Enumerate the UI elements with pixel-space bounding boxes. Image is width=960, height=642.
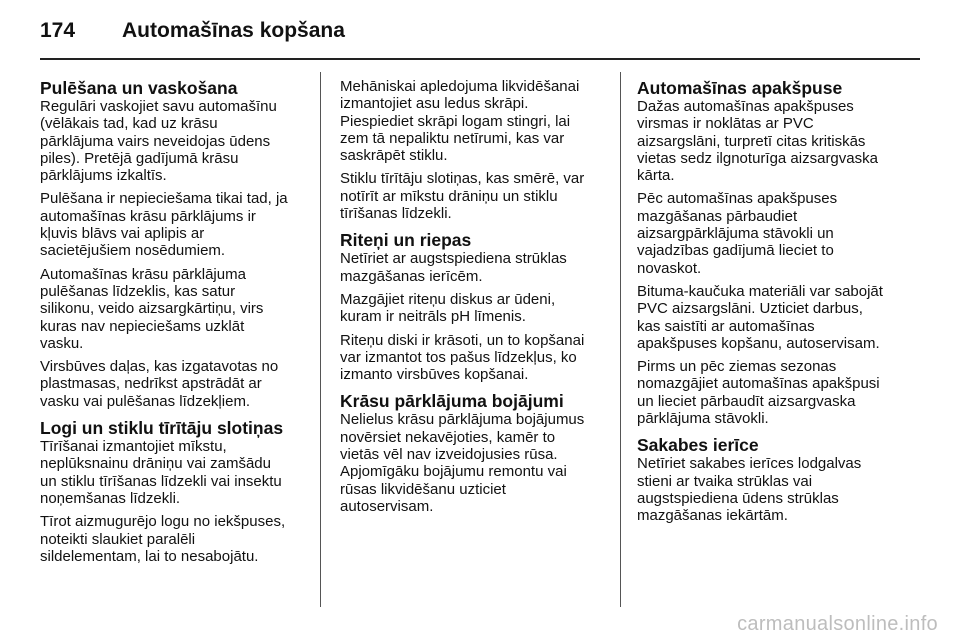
heading-windows-wipers: Logi un stiklu tīrītāju slotiņas bbox=[40, 418, 284, 439]
paragraph: Nelielus krāsu pārklājuma bojājumus novērsiet nekavējoties, kamēr to vietās vēl nav izveidojusies rūsa. Apjomīgāku bojājumu remontu vai rūsas likvidēšanu uzticiet autoservisam. bbox=[340, 411, 585, 515]
header-rule bbox=[40, 58, 920, 60]
section-towing-device bbox=[637, 435, 907, 524]
paragraph: Pulēšana ir nepieciešama tikai tad, ja automašīnas krāsu pārklājums ir kļuvis blāvs vai aplipis ar sacietējušiem nosēdumiem. bbox=[40, 190, 288, 260]
heading-polishing: Pulēšana un vaskošana bbox=[40, 78, 238, 98]
section-underbody bbox=[637, 78, 907, 427]
section-polishing bbox=[40, 78, 312, 410]
column-2 bbox=[340, 78, 612, 523]
heading-wheels-tyres: Riteņi un riepas bbox=[340, 230, 472, 251]
column-3 bbox=[637, 78, 907, 533]
section-wheels-tyres bbox=[340, 230, 612, 383]
heading-towing-device: Sakabes ierīce bbox=[637, 435, 759, 456]
section-windows-continued bbox=[340, 78, 612, 222]
paragraph: Tīrīšanai izmantojiet mīkstu, neplūksnainu drāniņu vai zamšādu un stiklu tīrīšanas līdzekli vai insektu noņemšanas līdzekli. bbox=[40, 438, 282, 507]
paragraph: Stiklu tīrītāju slotiņas, kas smērē, var notīrīt ar mīkstu drāniņu un stiklu tīrīšanas līdzekli. bbox=[340, 170, 585, 223]
paragraph: Dažas automašīnas apakšpuses virsmas ir noklātas ar PVC aizsargslāni, turpretī citas kritiskās vietas sedz ilgnoturīga aizsargvaska kārta. bbox=[637, 98, 878, 185]
paragraph: Netīriet ar augstspiediena strūklas mazgāšanas ierīcēm. bbox=[340, 250, 567, 285]
page-title: Automašīnas kopšana bbox=[122, 19, 345, 42]
paragraph: Bituma-kaučuka materiāli var sabojāt PVC aizsargslāni. Uzticiet darbus, kas saistīti ar automašīnas apakšpuses kopšanu, autoservisam. bbox=[637, 282, 883, 352]
heading-underbody: Automašīnas apakšpuse bbox=[637, 78, 843, 98]
column-divider-2 bbox=[620, 72, 621, 607]
paragraph: Tīrot aizmugurējo logu no iekšpuses, noteikti slaukiet paralēli sildelementam, lai to nesabojātu. bbox=[40, 513, 286, 565]
column-1 bbox=[40, 78, 312, 573]
watermark: carmanualsonline.info bbox=[737, 613, 938, 635]
paragraph: Mehāniskai apledojuma likvidēšanai izmantojiet asu ledus skrāpi. Piespiediet skrāpi logam stingri, lai zem tā nepaliktu netīrumi, kas var saskrāpēt stiklu. bbox=[340, 78, 580, 165]
paragraph: Regulāri vaskojiet savu automašīnu (vēlākais tad, kad uz krāsu pārklājuma vairs neveidojas ūdens piles). Pretējā gadījumā krāsu pārklājums izkaltīs. bbox=[40, 98, 277, 185]
column-divider-1 bbox=[320, 72, 321, 607]
section-paint-damage bbox=[340, 391, 612, 515]
page-number: 174 bbox=[40, 19, 76, 42]
paragraph: Virsbūves daļas, kas izgatavotas no plastmasas, nedrīkst apstrādāt ar vasku vai pulēšanas līdzekļiem. bbox=[40, 358, 279, 410]
paragraph: Pēc automašīnas apakšpuses mazgāšanas pārbaudiet aizsargpārklājuma stāvokli un vajadzības gadījumā lieciet to novaskot. bbox=[637, 190, 838, 277]
paragraph: Riteņu diski ir krāsoti, un to kopšanai var izmantot tos pašus līdzekļus, ko izmanto virsbūves kopšanai. bbox=[340, 331, 585, 384]
section-windows-wipers bbox=[40, 418, 312, 565]
paragraph: Pirms un pēc ziemas sezonas nomazgājiet automašīnas apakšpusi un lieciet pārbaudīt aizsargvaska pārklājuma stāvokli. bbox=[637, 358, 880, 428]
paragraph: Automašīnas krāsu pārklājuma pulēšanas līdzeklis, kas satur silikonu, veido aizsargkārtiņu, virs kuras nav nepieciešams uzklāt vasku. bbox=[40, 265, 264, 352]
heading-paint-damage: Krāsu pārklājuma bojājumi bbox=[340, 391, 564, 412]
paragraph: Netīriet sakabes ierīces lodgalvas stieni ar tvaika strūklas vai augstspiediena ūdens strūklas mazgāšanas iekārtām. bbox=[637, 455, 862, 525]
paragraph: Mazgājiet riteņu diskus ar ūdeni, kuram ir neitrāls pH līmenis. bbox=[340, 290, 556, 326]
